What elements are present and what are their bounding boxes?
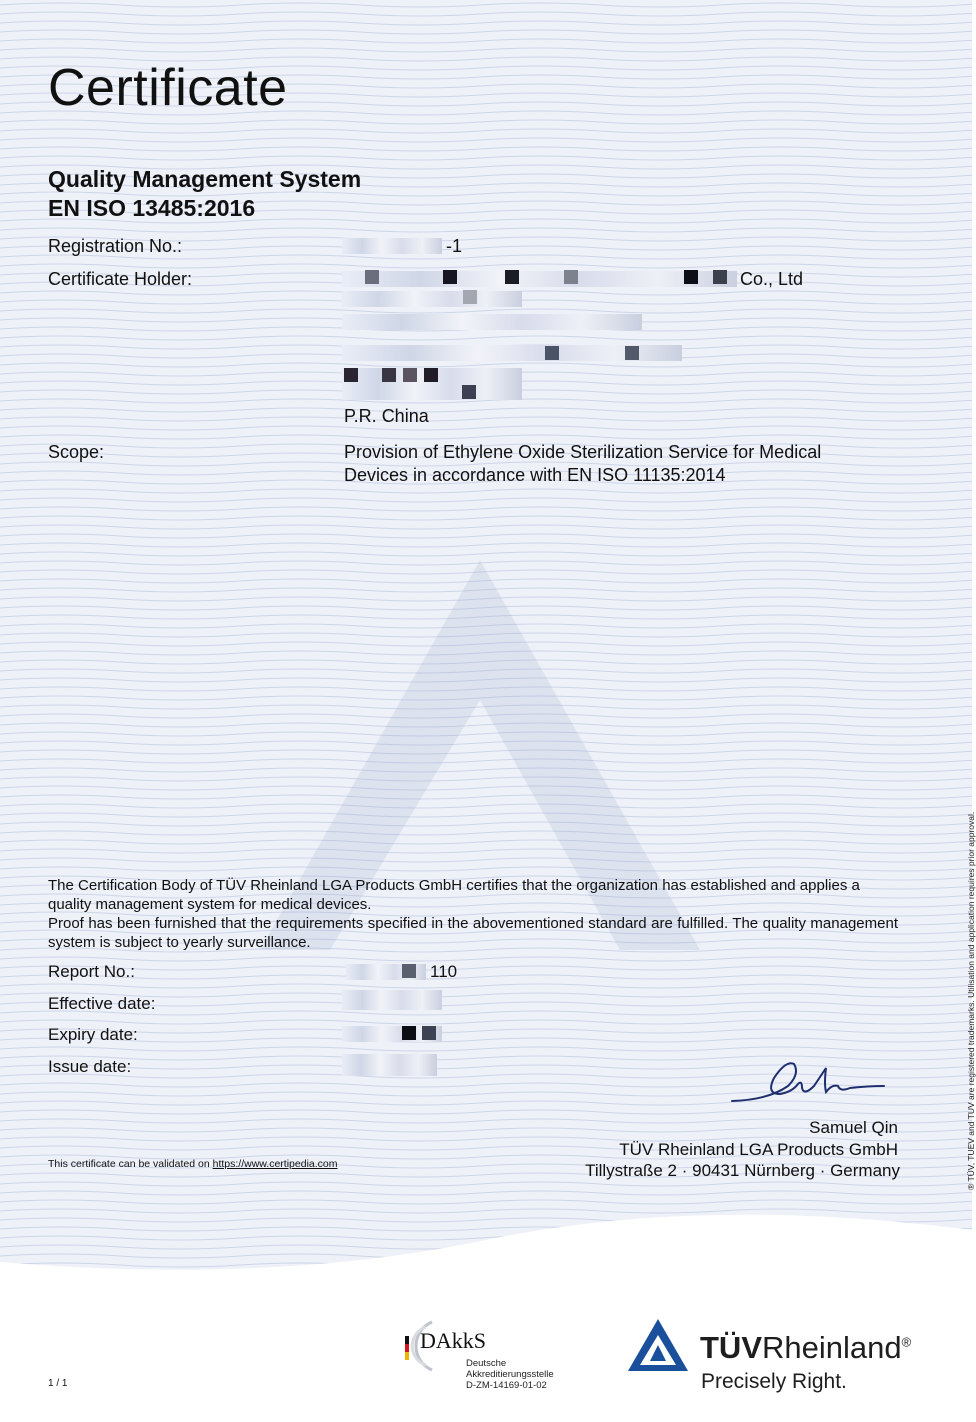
tuv-brand-bold: TÜV — [700, 1330, 762, 1365]
tuv-registered-mark: ® — [901, 1334, 912, 1350]
redaction-pixel — [365, 270, 379, 284]
registration-value: -1 — [446, 236, 463, 256]
redaction-block — [342, 291, 522, 307]
redaction-pixel — [713, 270, 727, 284]
redaction-pixel — [422, 1026, 436, 1040]
holder-country: P.R. China — [344, 406, 429, 426]
redaction-pixel — [564, 270, 578, 284]
redaction-block — [342, 271, 737, 287]
report-label: Report No.: — [48, 962, 135, 981]
redaction-pixel — [462, 385, 476, 399]
redaction-pixel — [402, 1026, 416, 1040]
issue-date-label: Issue date: — [48, 1057, 132, 1076]
trademark-note: ® TÜV, TUEV and TUV are registered trademarks. Utilisation and application requires prior approval. — [966, 811, 976, 1190]
redaction-block — [342, 238, 442, 254]
statement-paragraph-1: The Certification Body of TÜV Rheinland LGA Products GmbH certifies that the organization has established and applies a quality management system for medical devices. — [48, 877, 860, 913]
dakks-line-2: Akkreditierungsstelle — [466, 1369, 554, 1380]
report-value: 110 — [430, 962, 458, 981]
redaction-block — [342, 1054, 437, 1076]
redaction-block — [342, 990, 442, 1010]
holder-label: Certificate Holder: — [48, 269, 193, 289]
redaction-pixel — [443, 270, 457, 284]
redaction-pixel — [344, 368, 358, 382]
redaction-pixel — [382, 368, 396, 382]
redaction-pixel — [505, 270, 519, 284]
redaction-pixel — [402, 964, 416, 978]
scope-label: Scope: — [48, 442, 105, 462]
dakks-line-3: D-ZM-14169-01-02 — [466, 1380, 547, 1391]
standard-title: EN ISO 13485:2016 — [48, 195, 256, 221]
dakks-logo — [398, 1312, 578, 1396]
tuv-slogan: Precisely Right. — [701, 1370, 847, 1393]
redaction-pixel — [403, 368, 417, 382]
effective-date-label: Effective date: — [48, 994, 156, 1013]
system-title: Quality Management System — [48, 166, 362, 192]
dakks-brand: DAkkS — [420, 1328, 487, 1353]
tuv-brand — [700, 1330, 911, 1366]
expiry-date-label: Expiry date: — [48, 1025, 138, 1044]
dakks-line-1: Deutsche — [466, 1358, 507, 1369]
certificate-title: Certificate — [48, 59, 288, 117]
statement-paragraph-2: Proof has been furnished that the requirements specified in the abovementioned standard are fulfilled. The quality management system is subject to yearly surveillance. — [48, 915, 898, 951]
page-number: 1 / 1 — [48, 1378, 68, 1389]
signatory-company: TÜV Rheinland LGA Products GmbH — [619, 1140, 898, 1159]
redaction-pixel — [625, 346, 639, 360]
registration-label: Registration No.: — [48, 236, 183, 256]
scope-line-1: Provision of Ethylene Oxide Sterilization Service for Medical — [344, 442, 822, 462]
certipedia-link[interactable]: https://www.certipedia.com — [212, 1158, 338, 1170]
validation-note — [48, 1158, 338, 1170]
scope-line-2: Devices in accordance with EN ISO 11135:2014 — [344, 465, 726, 485]
redaction-pixel — [463, 290, 477, 304]
validation-prefix: This certificate can be validated on — [48, 1158, 210, 1170]
redaction-pixel — [545, 346, 559, 360]
holder-value: Co., Ltd — [740, 269, 804, 289]
signatory-address: Tillystraße 2 · 90431 Nürnberg · Germany — [585, 1161, 900, 1180]
signature-image — [728, 1056, 888, 1108]
tuv-triangle-icon — [626, 1317, 690, 1373]
redaction-block — [342, 314, 642, 330]
tuv-brand-rest: Rheinland — [762, 1330, 902, 1365]
signatory-name: Samuel Qin — [809, 1118, 898, 1137]
redaction-pixel — [684, 270, 698, 284]
redaction-pixel — [424, 368, 438, 382]
